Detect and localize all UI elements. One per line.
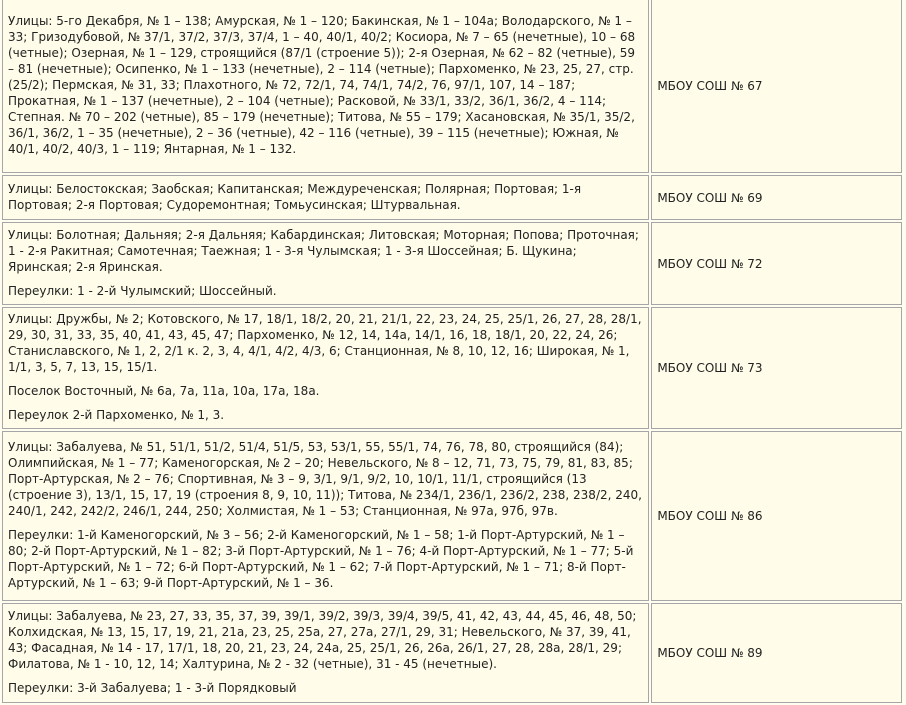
school-cell: МБОУ СОШ № 69 xyxy=(651,175,902,220)
streets-cell xyxy=(2,431,649,601)
streets-cell xyxy=(2,175,649,220)
streets-cell xyxy=(2,222,649,305)
streets-paragraph: Улицы: Забалуева, № 51, 51/1, 51/2, 51/4, 51/5, 53, 53/1, 55, 55/1, 74, 76, 78, 80, строящийся (84); Олимпийская, № 1 – 77; Каменогорская, № 2 – 20; Невельского, № 8 – 12, 71, 73, 75, 79, 81, 83, 85; Порт-Артурская, № 2 – 76; Спортивная, № 3 – 9, 3/1, 9/1, 9/2, 10, 10/1, 11/1, строящийся (13 (строение 3), 13/1, 15, 17, 19 (строения 8, 9, 10, 11)); Титова, № 234/1, 236/1, 236/2, 238, 238/2, 240, 240/1, 242, 242/2, 246/1, 244, 250; Холмистая, № 1 – 53; Станционная, № 97а, 97б, 97в. xyxy=(8,440,642,518)
school-cell: МБОУ СОШ № 67 xyxy=(651,0,902,173)
streets-paragraph: Улицы: Забалуева, № 23, 27, 33, 35, 37, 39, 39/1, 39/2, 39/3, 39/4, 39/5, 41, 42, 43, 44, 45, 46, 48, 50; Колхидская, № 13, 15, 17, 19, 21, 21а, 23, 25, 25а, 27, 27а, 27/1, 29, 31; Невельского, № 37, 39, 41, 43; Фасадная, № 14 - 17, 17/1, 18, 20, 21, 23, 24, 24а, 25, 25/1, 26, 26а, 26/1, 27, 28, 28а, 28/1, 29; Филатова, № 1 - 10, 12, 14; Халтурина, № 2 - 32 (четные), 31 - 45 (нечетные). xyxy=(8,609,637,671)
streets-paragraph: Переулок 2-й Пархоменко, № 1, 3. xyxy=(8,408,225,422)
school-cell: МБОУ СОШ № 72 xyxy=(651,222,902,305)
streets-paragraph: Переулки: 1-й Каменогорский, № 3 – 56; 2-й Каменогорский, № 1 – 58; 1-й Порт-Артурский, № 1 – 80; 2-й Порт-Артурский, № 1 – 82; 3-й Порт-Артурский, № 1 – 76; 4-й Порт-Артурский, № 1 – 77; 5-й Порт-Артурский, № 1 – 72; 6-й Порт-Артурский, № 1 – 62; 7-й Порт-Артурский, № 1 – 71; 8-й Порт-Артурский, № 1 – 63; 9-й Порт-Артурский, № 1 – 36. xyxy=(8,528,634,590)
table-row xyxy=(2,431,902,601)
streets-paragraph: Поселок Восточный, № 6а, 7а, 11а, 10а, 17а, 18а. xyxy=(8,384,320,398)
streets-paragraph: Улицы: 5-го Декабря, № 1 – 138; Амурская, № 1 – 120; Бакинская, № 1 – 104а; Володарского, № 1 – 33; Гризодубовой, № 37/1, 37/2, 37/3, 37/4, 1 – 40, 40/1, 40/2; Косиора, № 7 – 65 (нечетные), 10 – 68 (четные); Озерная, № 1 – 129, строящийся (87/1 (строение 5)); 2-я Озерная, № 62 – 82 (четные), 59 – 81 (нечетные); Осипенко, № 1 – 133 (нечетные), 2 – 114 (четные); Пархоменко, № 23, 25, 27, стр. (25/2); Пермская, № 31, 33; Плахотного, № 72, 72/1, 74, 74/1, 74/2, 76, 97/1, 107, 14 – 187; Прокатная, № 1 – 137 (нечетные), 2 – 104 (четные); Расковой, № 33/1, 33/2, 36/1, 36/2, 4 – 114; Степная. № 70 – 202 (четные), 85 – 179 (нечетные); Титова, № 55 – 179; Хасановская, № 35/1, 35/2, 36/1, 36/2, 1 – 35 (нечетные), 2 – 36 (четные), 42 – 116 (четные), 39 – 115 (нечетные); Южная, № 40/1, 40/2, 40/3, 1 – 119; Янтарная, № 1 – 132. xyxy=(8,13,636,156)
streets-paragraph: Улицы: Дружбы, № 2; Котовского, № 17, 18/1, 18/2, 20, 21, 21/1, 22, 23, 24, 25, 25/1, 26, 27, 28, 28/1, 29, 30, 31, 33, 35, 40, 41, 43, 45, 47; Пархоменко, № 12, 14, 14а, 14/1, 16, 18, 18/1, 20, 22, 24, 26; Станиславского, № 1, 2, 2/1 к. 2, 3, 4, 4/1, 4/2, 4/3, 6; Станционная, № 8, 10, 12, 16; Широкая, № 1, 1/1, 3, 5, 7, 13, 15, 15/1. xyxy=(8,312,642,374)
streets-paragraph: Улицы: Болотная; Дальняя; 2-я Дальняя; Кабардинская; Литовская; Моторная; Попова; Проточная; 1 - 2-я Ракитная; Самотечная; Таежная; 1 - 3-я Чулымская; 1 - 3-я Шоссейная; Б. Щукина; Яринская; 2-я Яринская. xyxy=(8,227,639,274)
streets-cell xyxy=(2,307,649,429)
table-row xyxy=(2,222,902,305)
table-row xyxy=(2,603,902,703)
streets-paragraph: Переулки: 1 - 2-й Чулымский; Шоссейный. xyxy=(8,283,277,298)
streets-cell xyxy=(2,0,649,173)
table-row xyxy=(2,307,902,429)
school-cell: МБОУ СОШ № 86 xyxy=(651,431,902,601)
streets-cell xyxy=(2,603,649,703)
streets-paragraph: Переулки: 3-й Забалуева; 1 - 3-й Порядковый xyxy=(8,681,297,695)
school-cell: МБОУ СОШ № 89 xyxy=(651,603,902,703)
table-row xyxy=(2,0,902,173)
streets-paragraph: Улицы: Белостокская; Заобская; Капитанская; Междуреченская; Полярная; Портовая; 1-я Портовая; 2-я Портовая; Судоремонтная; Томьусинская; Штурвальная. xyxy=(8,181,582,212)
table-row xyxy=(2,175,902,220)
school-cell: МБОУ СОШ № 73 xyxy=(651,307,902,429)
